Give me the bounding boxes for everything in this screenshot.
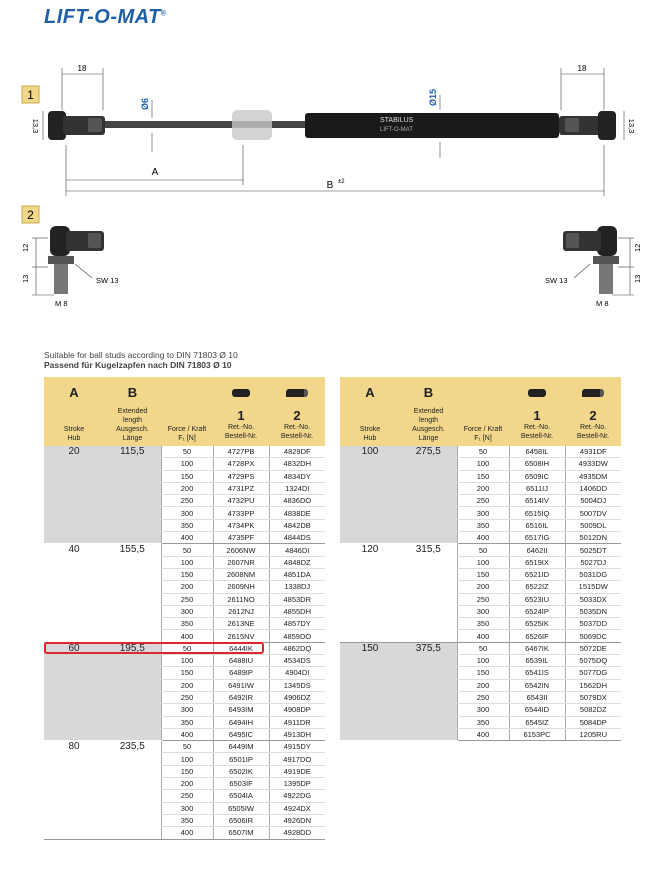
ret-no-2-cell: 5072DE bbox=[565, 642, 621, 654]
table-row bbox=[44, 446, 325, 458]
ret-no-2-cell: 5077DG bbox=[565, 667, 621, 679]
ret-no-2-cell: 4829DF bbox=[269, 446, 325, 458]
force-cell: 100 bbox=[161, 655, 213, 667]
force-cell: 150 bbox=[457, 470, 509, 482]
thread-left: M 8 bbox=[55, 299, 68, 308]
header-ext-3: Ausgesch. bbox=[412, 426, 445, 433]
ret-no-2-cell: 4859DO bbox=[269, 630, 325, 642]
wrench-size-right: SW 13 bbox=[545, 276, 568, 285]
table-row bbox=[340, 544, 621, 556]
ret-no-1-cell: 2606NW bbox=[213, 544, 269, 556]
ret-no-1-cell: 6506IR bbox=[213, 814, 269, 826]
force-cell: 50 bbox=[457, 446, 509, 458]
length-cell: 195,5 bbox=[104, 642, 161, 740]
ret-no-1-cell: 6517IG bbox=[509, 532, 565, 544]
socket-2-icon bbox=[565, 377, 621, 407]
header-ret-2a: Ret.-No. bbox=[579, 424, 607, 432]
ret-no-2-cell: 4931DF bbox=[565, 446, 621, 458]
ret-no-2-cell: 4935DM bbox=[565, 470, 621, 482]
ret-no-2-cell: 5031DG bbox=[565, 568, 621, 580]
ret-no-1-cell: 6545IZ bbox=[509, 716, 565, 728]
dim-stud-13-right: 13 bbox=[633, 274, 642, 283]
dim-stud-12-left: 12 bbox=[21, 243, 30, 252]
ret-no-2-cell: 4928DD bbox=[269, 827, 325, 839]
ret-no-2-cell: 4906DZ bbox=[269, 691, 325, 703]
ret-no-1-cell: 6524IP bbox=[509, 605, 565, 617]
ret-no-1-cell: 6523IU bbox=[509, 593, 565, 605]
force-cell: 250 bbox=[457, 495, 509, 507]
ret-no-1-cell: 6544ID bbox=[509, 704, 565, 716]
header-ext-1: Extended bbox=[413, 408, 444, 415]
ret-no-2-cell: 1324DI bbox=[269, 482, 325, 494]
length-cell: 315,5 bbox=[400, 544, 457, 642]
socket-1-icon bbox=[213, 377, 269, 407]
ret-no-1-cell: 6504IA bbox=[213, 790, 269, 802]
header-a: A bbox=[44, 377, 104, 407]
force-cell: 350 bbox=[161, 519, 213, 531]
force-cell: 100 bbox=[161, 556, 213, 568]
ret-no-2-cell: 5037DD bbox=[565, 618, 621, 630]
force-cell: 400 bbox=[457, 728, 509, 740]
ret-no-2-cell: 1395DP bbox=[269, 778, 325, 790]
table-row bbox=[340, 446, 621, 458]
ret-no-1-cell: 6501IP bbox=[213, 753, 269, 765]
figure-2-label: 2 bbox=[27, 208, 34, 222]
force-cell: 250 bbox=[457, 593, 509, 605]
ghost-fitting bbox=[232, 110, 272, 140]
brand-logo: LIFT-O-MAT® bbox=[44, 6, 167, 28]
force-cell: 200 bbox=[161, 778, 213, 790]
ret-no-1-cell: 2607NR bbox=[213, 556, 269, 568]
ret-no-1-cell: 6515IQ bbox=[509, 507, 565, 519]
header-ret-1b: Bestell-Nr. bbox=[520, 433, 554, 441]
ret-no-1-cell: 4731PZ bbox=[213, 482, 269, 494]
header-col-1: 1 bbox=[213, 407, 269, 423]
figure-1-label: 1 bbox=[27, 88, 34, 102]
ret-no-1-cell: 2615NV bbox=[213, 630, 269, 642]
force-cell: 300 bbox=[161, 507, 213, 519]
ret-no-1-cell: 6462II bbox=[509, 544, 565, 556]
force-cell: 200 bbox=[161, 581, 213, 593]
ret-no-2-cell: 4838DE bbox=[269, 507, 325, 519]
header-b: B bbox=[104, 377, 161, 407]
force-cell: 250 bbox=[161, 593, 213, 605]
ret-no-1-cell: 6495IC bbox=[213, 728, 269, 740]
force-cell: 200 bbox=[457, 581, 509, 593]
ret-no-2-cell: 5012DN bbox=[565, 532, 621, 544]
ret-no-1-cell: 6491IW bbox=[213, 679, 269, 691]
force-cell: 150 bbox=[457, 568, 509, 580]
ret-no-2-cell: 4846DI bbox=[269, 544, 325, 556]
force-cell: 100 bbox=[457, 556, 509, 568]
ret-no-2-cell: 4855DH bbox=[269, 605, 325, 617]
ret-no-1-cell: 6526IF bbox=[509, 630, 565, 642]
force-cell: 350 bbox=[161, 618, 213, 630]
header-ext-4: Länge bbox=[418, 435, 439, 442]
ret-no-1-cell: 6502IK bbox=[213, 765, 269, 777]
dim-stud-12-right: 12 bbox=[633, 243, 642, 252]
header-ret-2a: Ret.-No. bbox=[283, 424, 311, 432]
ret-no-2-cell: 1205RU bbox=[565, 728, 621, 740]
ret-no-2-cell: 1345DS bbox=[269, 679, 325, 691]
ret-no-1-cell: 2612NJ bbox=[213, 605, 269, 617]
force-cell: 400 bbox=[161, 630, 213, 642]
ret-no-2-cell: 4908DP bbox=[269, 704, 325, 716]
ret-no-2-cell: 1406DD bbox=[565, 482, 621, 494]
ret-no-2-cell: 4922DG bbox=[269, 790, 325, 802]
force-cell: 250 bbox=[161, 691, 213, 703]
force-cell: 400 bbox=[457, 532, 509, 544]
header-ext-2: length bbox=[418, 417, 439, 424]
stud-dimension-lines bbox=[32, 238, 634, 295]
ret-no-1-cell: 6444IK bbox=[213, 642, 269, 654]
length-cell: 375,5 bbox=[400, 642, 457, 740]
ret-no-2-cell: 5069DC bbox=[565, 630, 621, 642]
ret-no-1-cell: 6489IP bbox=[213, 667, 269, 679]
force-cell: 400 bbox=[161, 532, 213, 544]
ret-no-1-cell: 6511IJ bbox=[509, 482, 565, 494]
header-ret-2b: Bestell-Nr. bbox=[280, 433, 314, 441]
ret-no-1-cell: 4732PU bbox=[213, 495, 269, 507]
force-cell: 400 bbox=[161, 827, 213, 839]
ret-no-1-cell: 6541IS bbox=[509, 667, 565, 679]
force-cell: 100 bbox=[161, 753, 213, 765]
header-ext-3: Ausgesch. bbox=[116, 426, 149, 433]
ret-no-2-cell: 4862DQ bbox=[269, 642, 325, 654]
header-ret-1b: Bestell-Nr. bbox=[224, 433, 258, 441]
header-force-unit: F₁ [N] bbox=[474, 435, 492, 442]
spec-table-right bbox=[340, 377, 621, 741]
ret-no-2-cell: 4915DY bbox=[269, 741, 325, 753]
force-cell: 100 bbox=[457, 458, 509, 470]
header-hub: Hub bbox=[67, 435, 81, 442]
ret-no-2-cell: 5025DT bbox=[565, 544, 621, 556]
ret-no-2-cell: 5035DN bbox=[565, 605, 621, 617]
ret-no-2-cell: 4926DN bbox=[269, 814, 325, 826]
ret-no-2-cell: 4834DY bbox=[269, 470, 325, 482]
header-ret-1a: Ret.-No. bbox=[523, 424, 551, 432]
force-cell: 100 bbox=[161, 458, 213, 470]
header-ret-1a: Ret.-No. bbox=[227, 424, 255, 432]
force-cell: 350 bbox=[161, 716, 213, 728]
ret-no-2-cell: 4924DX bbox=[269, 802, 325, 814]
body-sublabel: LIFT-O-MAT bbox=[380, 127, 413, 133]
spec-table-left bbox=[44, 377, 325, 840]
ret-no-2-cell: 4842DB bbox=[269, 519, 325, 531]
table-row bbox=[340, 642, 621, 654]
caption-german: Passend für Kugelzapfen nach DIN 71803 Ø 10 bbox=[44, 360, 232, 370]
ret-no-1-cell: 4727PB bbox=[213, 446, 269, 458]
ball-socket-right bbox=[563, 226, 619, 294]
ret-no-2-cell: 4832DH bbox=[269, 458, 325, 470]
force-cell: 300 bbox=[457, 704, 509, 716]
ret-no-1-cell: 6514IV bbox=[509, 495, 565, 507]
table-row bbox=[44, 544, 325, 556]
header-force: Force / Kraft bbox=[167, 426, 207, 433]
ret-no-2-cell: 4913DH bbox=[269, 728, 325, 740]
ret-no-1-cell: 4733PP bbox=[213, 507, 269, 519]
ret-no-2-cell: 4848DZ bbox=[269, 556, 325, 568]
ret-no-1-cell: 6503IF bbox=[213, 778, 269, 790]
ret-no-1-cell: 6494IH bbox=[213, 716, 269, 728]
ret-no-1-cell: 6467IK bbox=[509, 642, 565, 654]
header-ext-1: Extended bbox=[117, 408, 148, 415]
dim-rod-diameter: Ø6 bbox=[140, 97, 150, 110]
ret-no-2-cell: 4919DE bbox=[269, 765, 325, 777]
body-label: STABILUS bbox=[380, 117, 414, 124]
force-cell: 150 bbox=[161, 667, 213, 679]
ret-no-2-cell: 1562DH bbox=[565, 679, 621, 691]
ret-no-2-cell: 4851DA bbox=[269, 568, 325, 580]
force-cell: 50 bbox=[457, 642, 509, 654]
force-cell: 300 bbox=[161, 802, 213, 814]
force-cell: 150 bbox=[161, 765, 213, 777]
length-cell: 155,5 bbox=[104, 544, 161, 642]
ret-no-1-cell: 4734PK bbox=[213, 519, 269, 531]
ret-no-2-cell: 5007DV bbox=[565, 507, 621, 519]
force-cell: 250 bbox=[161, 790, 213, 802]
ret-no-1-cell: 6516IL bbox=[509, 519, 565, 531]
dim-body-diameter: Ø15 bbox=[428, 88, 438, 106]
stroke-cell: 80 bbox=[44, 741, 104, 839]
ret-no-1-cell: 2611NO bbox=[213, 593, 269, 605]
force-cell: 150 bbox=[161, 568, 213, 580]
force-cell: 300 bbox=[457, 507, 509, 519]
header-col-2: 2 bbox=[269, 407, 325, 423]
ret-no-2-cell: 5033DX bbox=[565, 593, 621, 605]
force-cell: 250 bbox=[457, 691, 509, 703]
force-cell: 350 bbox=[457, 618, 509, 630]
left-end-fitting bbox=[48, 111, 105, 140]
force-cell: 250 bbox=[161, 495, 213, 507]
dim-b: B bbox=[326, 180, 334, 191]
header-hub: Hub bbox=[363, 435, 377, 442]
force-cell: 200 bbox=[161, 679, 213, 691]
dim-end-right: 18 bbox=[577, 64, 587, 73]
gas-spring-drawing bbox=[0, 40, 666, 310]
header-ext-4: Länge bbox=[122, 435, 143, 442]
dim-height-right: 13,3 bbox=[627, 118, 636, 134]
ret-no-1-cell: 2609NH bbox=[213, 581, 269, 593]
wrench-size-left: SW 13 bbox=[96, 276, 119, 285]
dim-height-left: 13,3 bbox=[31, 118, 40, 134]
ret-no-1-cell: 6488IU bbox=[213, 655, 269, 667]
dim-b-tolerance: ±2 bbox=[338, 179, 345, 185]
ret-no-2-cell: 5009DL bbox=[565, 519, 621, 531]
header-stroke: Stroke bbox=[63, 426, 85, 433]
force-cell: 200 bbox=[161, 482, 213, 494]
ret-no-2-cell: 1338DJ bbox=[269, 581, 325, 593]
length-cell: 235,5 bbox=[104, 741, 161, 839]
stroke-cell: 120 bbox=[340, 544, 400, 642]
force-cell: 150 bbox=[457, 667, 509, 679]
stroke-cell: 150 bbox=[340, 642, 400, 740]
ret-no-1-cell: 6521ID bbox=[509, 568, 565, 580]
ret-no-1-cell: 6153PC bbox=[509, 728, 565, 740]
ret-no-2-cell: 4933DW bbox=[565, 458, 621, 470]
force-cell: 350 bbox=[457, 716, 509, 728]
ret-no-1-cell: 6509IC bbox=[509, 470, 565, 482]
stroke-cell: 60 bbox=[44, 642, 104, 740]
dim-end-left: 18 bbox=[77, 64, 87, 73]
ret-no-1-cell: 2608NM bbox=[213, 568, 269, 580]
force-cell: 150 bbox=[161, 470, 213, 482]
ret-no-1-cell: 4728PX bbox=[213, 458, 269, 470]
force-cell: 350 bbox=[161, 814, 213, 826]
force-cell: 100 bbox=[457, 655, 509, 667]
cylinder-body bbox=[305, 113, 559, 138]
force-cell: 50 bbox=[161, 741, 213, 753]
ret-no-1-cell: 6543II bbox=[509, 691, 565, 703]
dim-a: A bbox=[151, 167, 159, 178]
stroke-cell: 20 bbox=[44, 446, 104, 544]
ret-no-1-cell: 6519IX bbox=[509, 556, 565, 568]
right-end-fitting bbox=[559, 111, 616, 140]
header-force-unit: F₁ [N] bbox=[178, 435, 196, 442]
dim-stud-13-left: 13 bbox=[21, 274, 30, 283]
ret-no-2-cell: 4911DR bbox=[269, 716, 325, 728]
ret-no-2-cell: 4857DY bbox=[269, 618, 325, 630]
ret-no-1-cell: 2613NE bbox=[213, 618, 269, 630]
force-cell: 50 bbox=[457, 544, 509, 556]
header-ext-2: length bbox=[122, 417, 143, 424]
force-cell: 50 bbox=[161, 642, 213, 654]
header-b: B bbox=[400, 377, 457, 407]
ret-no-2-cell: 5004DJ bbox=[565, 495, 621, 507]
force-cell: 200 bbox=[457, 482, 509, 494]
force-cell: 300 bbox=[457, 605, 509, 617]
ret-no-1-cell: 6458IL bbox=[509, 446, 565, 458]
socket-2-icon bbox=[269, 377, 325, 407]
ret-no-1-cell: 6492IR bbox=[213, 691, 269, 703]
header-stroke: Stroke bbox=[359, 426, 381, 433]
force-cell: 350 bbox=[457, 519, 509, 531]
socket-1-icon bbox=[509, 377, 565, 407]
ret-no-2-cell: 5027DJ bbox=[565, 556, 621, 568]
length-cell: 115,5 bbox=[104, 446, 161, 544]
ret-no-2-cell: 4853DR bbox=[269, 593, 325, 605]
ret-no-2-cell: 5084DP bbox=[565, 716, 621, 728]
ret-no-1-cell: 6493IM bbox=[213, 704, 269, 716]
ret-no-1-cell: 6505IW bbox=[213, 802, 269, 814]
ret-no-2-cell: 4836DO bbox=[269, 495, 325, 507]
force-cell: 300 bbox=[161, 605, 213, 617]
ret-no-1-cell: 6542IN bbox=[509, 679, 565, 691]
header-ret-2b: Bestell-Nr. bbox=[576, 433, 610, 441]
force-cell: 400 bbox=[161, 728, 213, 740]
force-cell: 300 bbox=[161, 704, 213, 716]
force-cell: 50 bbox=[161, 446, 213, 458]
caption-english: Suitable for ball studs according to DIN 71803 Ø 10 bbox=[44, 350, 238, 360]
stroke-cell: 40 bbox=[44, 544, 104, 642]
ret-no-2-cell: 1515DW bbox=[565, 581, 621, 593]
force-cell: 200 bbox=[457, 679, 509, 691]
ret-no-1-cell: 6507IM bbox=[213, 827, 269, 839]
ret-no-2-cell: 5079DX bbox=[565, 691, 621, 703]
thread-right: M 8 bbox=[596, 299, 609, 308]
force-cell: 400 bbox=[457, 630, 509, 642]
force-cell: 50 bbox=[161, 544, 213, 556]
header-force: Force / Kraft bbox=[463, 426, 503, 433]
ret-no-2-cell: 4534DS bbox=[269, 655, 325, 667]
ret-no-2-cell: 4917DO bbox=[269, 753, 325, 765]
stroke-cell: 100 bbox=[340, 446, 400, 544]
table-row bbox=[44, 741, 325, 753]
ret-no-1-cell: 6525IK bbox=[509, 618, 565, 630]
ret-no-1-cell: 4729PS bbox=[213, 470, 269, 482]
ret-no-1-cell: 4735PF bbox=[213, 532, 269, 544]
header-col-1: 1 bbox=[509, 407, 565, 423]
ret-no-2-cell: 5082DZ bbox=[565, 704, 621, 716]
ret-no-1-cell: 6539IL bbox=[509, 655, 565, 667]
ret-no-1-cell: 6522IZ bbox=[509, 581, 565, 593]
highlight-box-2615nv bbox=[44, 642, 264, 654]
ret-no-2-cell: 5075DQ bbox=[565, 655, 621, 667]
ret-no-1-cell: 6508IH bbox=[509, 458, 565, 470]
piston-rod bbox=[105, 121, 305, 128]
ret-no-2-cell: 4844DS bbox=[269, 532, 325, 544]
header-col-2: 2 bbox=[565, 407, 621, 423]
ret-no-1-cell: 6449IM bbox=[213, 741, 269, 753]
length-cell: 275,5 bbox=[400, 446, 457, 544]
ret-no-2-cell: 4904DI bbox=[269, 667, 325, 679]
header-a: A bbox=[340, 377, 400, 407]
